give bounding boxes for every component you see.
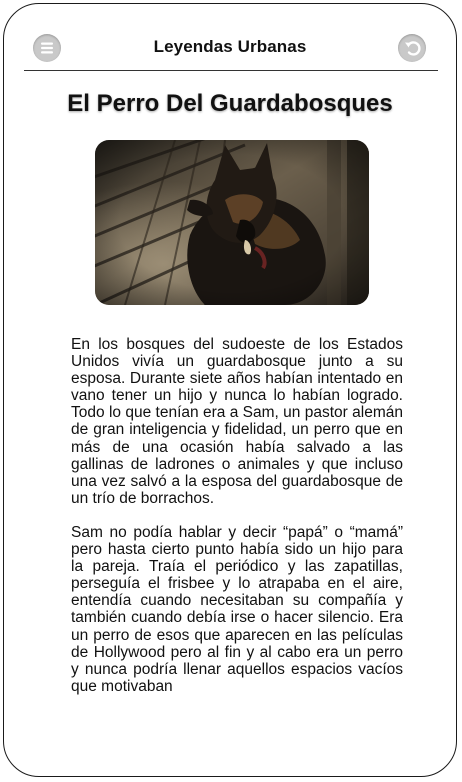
back-icon <box>398 34 426 62</box>
article-title: El Perro Del Guardabosques <box>67 90 393 117</box>
article-body <box>71 336 403 759</box>
phone-frame <box>3 3 457 777</box>
app-header <box>4 4 456 72</box>
dog-photo <box>95 140 369 305</box>
article-paragraph-1: En los bosques del sudoeste de los Estados Unidos vivía un guardabosque junto a su esposa. Durante siete años habían intentado en vano tener un hijo y nunca lo habían logrado. Todo lo que tenían era a Sam, un pastor alemán de gran inteligencia y fidelidad, un perro que en más de una ocasión había salvado a las gallinas de ladrones o animales y que incluso una vez salvó a la esposa del guardabosque de un trío de borrachos. <box>71 336 403 507</box>
header-title: Leyendas Urbanas <box>153 37 307 56</box>
header-divider <box>24 70 438 71</box>
article-paragraph-2: Sam no podía hablar y decir “papá” o “mamá” pero hasta cierto punto había sido un hijo para la pareja. Traía el periódico y las zapatillas, perseguía el frisbee y lo atrapaba en el aire, entendía cuando necesitaban su compañía y también cuando debía irse o hacer silencio. Era un perro de esos que aparecen en las películas de Hollywood pero al fin y al cabo era un perro y nunca podría llenar aquellos espacios vacíos que motivaban <box>71 523 403 695</box>
back-button[interactable] <box>398 34 426 62</box>
article-image <box>95 140 369 305</box>
